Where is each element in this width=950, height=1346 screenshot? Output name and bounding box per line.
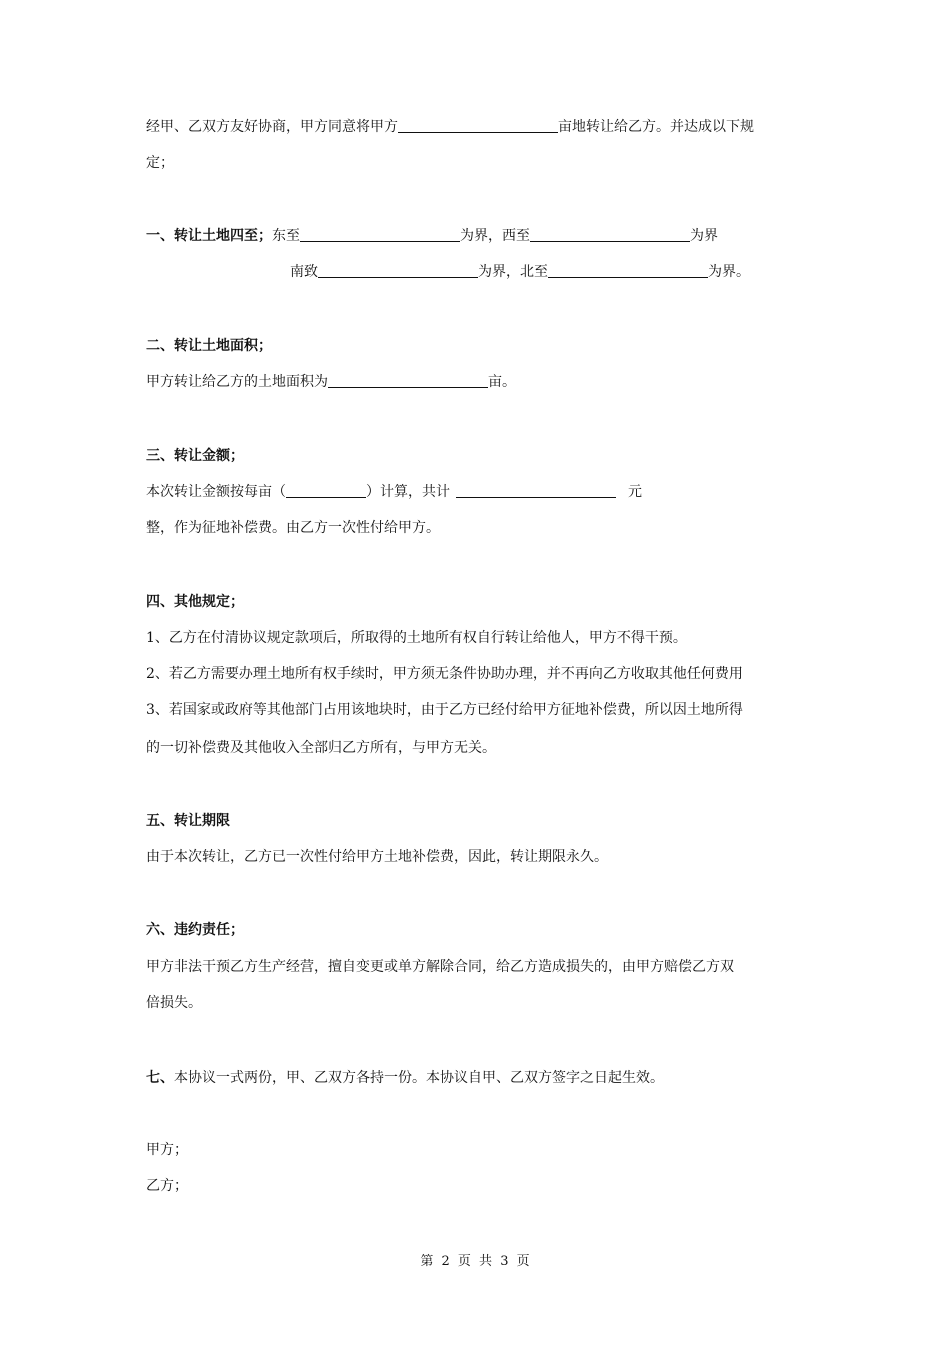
section7-body: 本协议一式两份，甲、乙双方各持一份。本协议自甲、乙双方签字之日起生效。 — [174, 1070, 664, 1086]
page-footer: 第 2 页 共 3 页 — [420, 1254, 530, 1269]
section2-body — [146, 372, 516, 392]
east-label: 东至 — [272, 228, 300, 244]
bound-end-label: 为界。 — [708, 264, 750, 280]
acreage-blank — [398, 117, 558, 133]
south-label: 南致 — [290, 264, 318, 280]
west-label: 为界，西至 — [460, 228, 530, 244]
party-a-signature: 甲方； — [146, 1142, 188, 1158]
area-text-pre: 甲方转让给乙方的土地面积为 — [146, 374, 328, 390]
section1-heading: 一、转让土地四至； — [146, 228, 272, 244]
section6-body-line1: 甲方非法干预乙方生产经营，擅自变更或单方解除合同，给乙方造成损失的，由甲方赔偿乙方双 — [146, 959, 734, 975]
area-text-post: 亩。 — [488, 374, 516, 390]
intro-paragraph-line2: 定； — [146, 155, 174, 171]
section4-item-3-cont: 的一切补偿费及其他收入全部归乙方所有，与甲方无关。 — [146, 740, 496, 756]
section4-item-1: 1、乙方在付清协议规定款项后，所取得的土地所有权自行转让给他人，甲方不得干预。 — [146, 630, 687, 646]
section6-heading: 六、违约责任； — [146, 922, 244, 938]
section3-line2: 整，作为征地补偿费。由乙方一次性付给甲方。 — [146, 520, 440, 536]
section2-heading: 二、转让土地面积； — [146, 338, 272, 354]
south-blank — [318, 262, 478, 278]
intro-text-post: 亩地转让给乙方。并达成以下规 — [558, 119, 754, 135]
section1-line2 — [290, 262, 750, 282]
bound-label: 为界 — [690, 228, 718, 244]
amount-text-post: 元 — [628, 484, 642, 500]
north-blank — [548, 262, 708, 278]
west-blank — [530, 226, 690, 242]
section7-label: 七、 — [146, 1070, 174, 1086]
section6-body-line2: 倍损失。 — [146, 995, 202, 1011]
section3-line1 — [146, 482, 642, 502]
per-mu-blank — [286, 482, 366, 498]
section4-item-3: 3、若国家或政府等其他部门占用该地块时，由于乙方已经付给甲方征地补偿费，所以因土地所得 — [146, 702, 743, 718]
section7-line — [146, 1068, 664, 1088]
party-b-signature: 乙方； — [146, 1178, 188, 1194]
amount-text-pre: 本次转让金额按每亩（ — [146, 484, 286, 500]
amount-text-mid: ）计算，共计 — [366, 484, 450, 500]
section5-heading: 五、转让期限 — [146, 813, 230, 829]
section4-heading: 四、其他规定； — [146, 594, 244, 610]
section3-heading: 三、转让金额； — [146, 448, 244, 464]
area-blank — [328, 372, 488, 388]
north-label: 为界，北至 — [478, 264, 548, 280]
total-blank — [456, 482, 616, 498]
section1-line1 — [146, 226, 718, 246]
intro-text-pre: 经甲、乙双方友好协商，甲方同意将甲方 — [146, 119, 398, 135]
section4-item-2: 2、若乙方需要办理土地所有权手续时，甲方须无条件协助办理，并不再向乙方收取其他任何费用 — [146, 666, 743, 682]
east-blank — [300, 226, 460, 242]
intro-paragraph-line1 — [146, 117, 754, 137]
section5-body: 由于本次转让，乙方已一次性付给甲方土地补偿费，因此，转让期限永久。 — [146, 849, 608, 865]
